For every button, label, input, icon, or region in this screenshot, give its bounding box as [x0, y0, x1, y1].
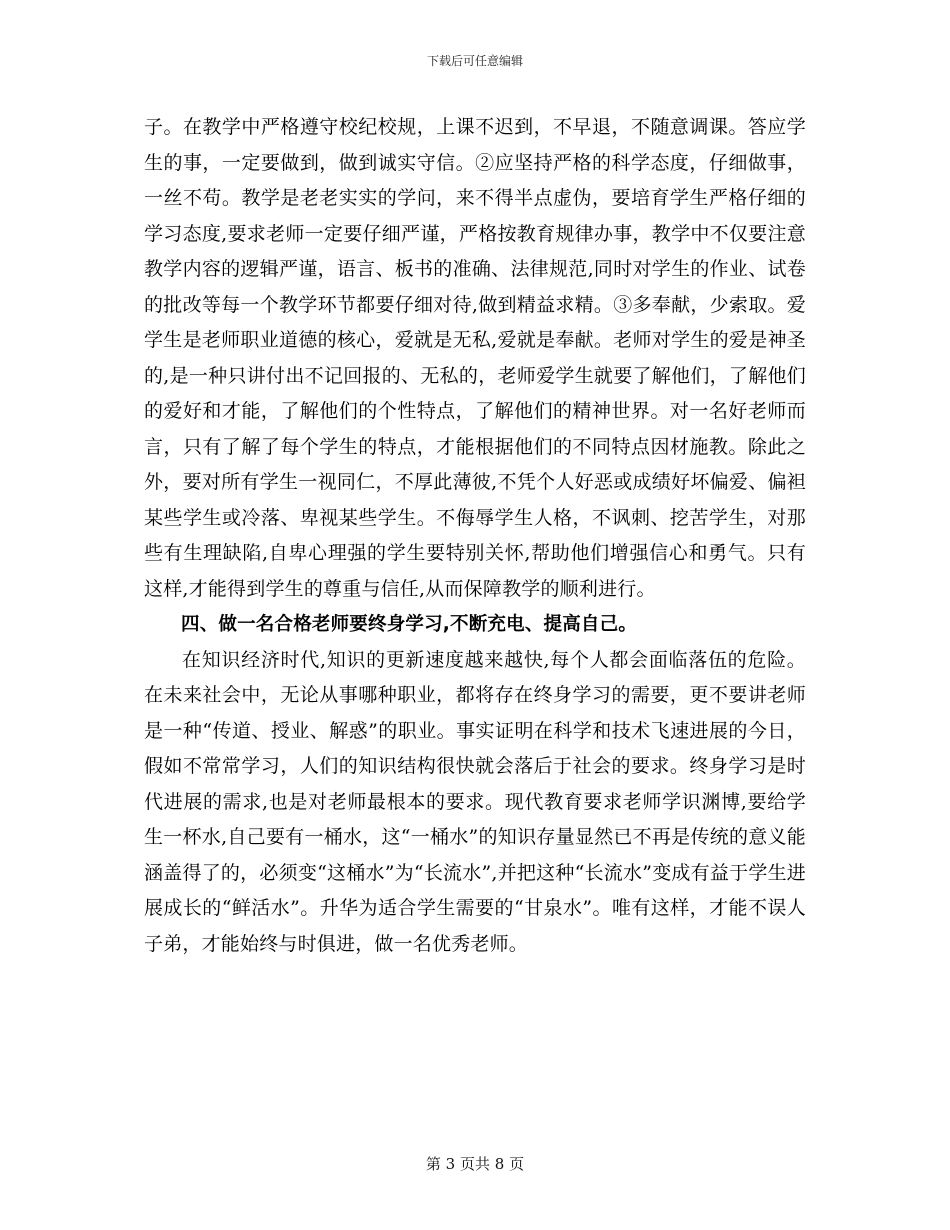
body-paragraph-continued: 子。在教学中严格遵守校纪校规，上课不迟到，不早退，不随意调课。答应学生的事，一定要做到，做到诚实守信。②应坚持严格的科学态度，仔细做事，一丝不苟。教学是老老实实的学问，来不得半点虚伪，要培育学生严格仔细的学习态度,要求老师一定要仔细严谨，严格按教育规律办事，教学中不仅要注意教学内容的逻辑严谨，语言、板书的准确、法律规范,同时对学生的作业、试卷的批改等每一个教学环节都要仔细对待,做到精益求精。③多奉献，少索取。爱学生是老师职业道德的核心，爱就是无私,爱就是奉献。老师对学生的爱是神圣的,是一种只讲付出不记回报的、无私的，老师爱学生就要了解他们，了解他们的爱好和才能，了解他们的个性特点，了解他们的精神世界。对一名好老师而言，只有了解了每个学生的特点，才能根据他们的不同特点因材施教。除此之外，要对所有学生一视同仁，不厚此薄彼,不凭个人好恶或成绩好坏偏爱、偏袒某些学生或冷落、卑视某些学生。不侮辱学生人格，不讽刺、挖苦学生，对那些有生理缺陷,自卑心理强的学生要特别关怀,帮助他们增强信心和勇气。只有这样,才能得到学生的尊重与信任,从而保障教学的顺利进行。 — [144, 116, 806, 600]
page-number: 第 3 页共 8 页 — [425, 1155, 525, 1173]
section-heading: 四、做一名合格老师要终身学习,不断充电、提高自己。 — [181, 614, 638, 635]
header-note: 下载后可任意编辑 — [426, 54, 523, 68]
document-body — [144, 110, 806, 962]
body-paragraph: 在知识经济时代,知识的更新速度越来越快,每个人都会面临落伍的危险。在未来社会中，无论从事哪种职业，都将存在终身学习的需要，更不要讲老师是一种“传道、授业、解惑”的职业。事实证明在科学和技术飞速进展的今日，假如不常常学习，人们的知识结构很快就会落后于社会的要求。终身学习是时代进展的需求,也是对老师最根本的要求。现代教育要求老师学识渊博,要给学生一杯水,自己要有一桶水，这“一桶水”的知识存量显然已不再是传统的意义能涵盖得了的，必须变“这桶水”为“长流水”,并把这种“长流水”变成有益于学生进展成长的“鲜活水”。升华为适合学生需要的“甘泉水”。唯有这样，才能不误人子弟，才能始终与时俱进，做一名优秀老师。 — [144, 648, 806, 955]
